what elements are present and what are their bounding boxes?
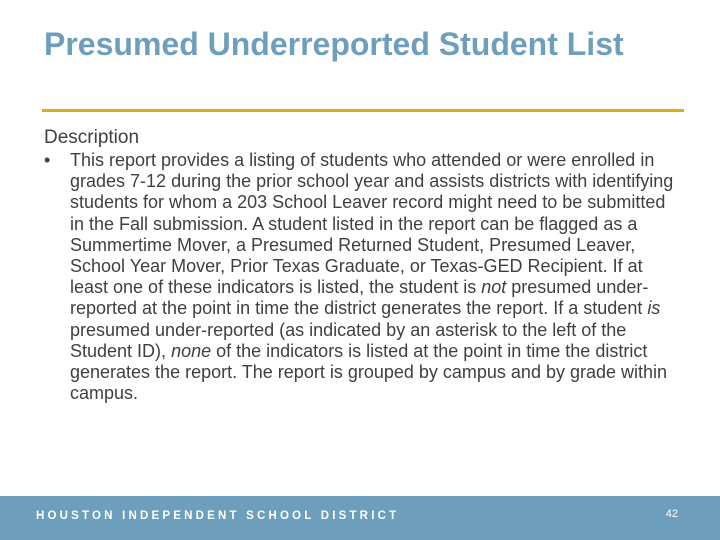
slide-title: Presumed Underreported Student List xyxy=(44,26,624,62)
emphasis-is: is xyxy=(647,298,661,319)
description-text-part-1: This report provides a listing of students who attended or were enrolled in grades 7-12 during the prior school year and assists districts with identifying students for whom a 203 School Leaver record might need to be submitted in the Fall submission. A student listed in the report can be flagged as a Summertime Mover, a Presumed Returned Student, Presumed Leaver, School Year Mover, Prior Texas Graduate, or Texas-GED Recipient. If at least one of these indicators is listed, the student is xyxy=(70,150,674,298)
bullet-marker: • xyxy=(44,150,51,170)
description-text-part-2: presumed under-reported at the point in time the district generates the report. If a student xyxy=(70,277,649,319)
section-heading: Description xyxy=(44,127,140,148)
emphasis-not: not xyxy=(481,277,507,298)
description-text-part-4: of the indicators is listed at the point in time the district generates the report. The report is grouped by campus and by grade within campus. xyxy=(70,340,668,404)
title-divider xyxy=(42,109,684,112)
footer-bar xyxy=(0,496,720,540)
description-bullet xyxy=(44,150,684,404)
description-text xyxy=(70,150,684,404)
description-text-part-3: presumed under-reported (as indicated by an asterisk to the left of the Student ID), xyxy=(70,319,627,361)
organization-name: HOUSTON INDEPENDENT SCHOOL DISTRICT xyxy=(36,510,400,522)
emphasis-none: none xyxy=(171,340,212,361)
page-number: 42 xyxy=(665,508,678,520)
